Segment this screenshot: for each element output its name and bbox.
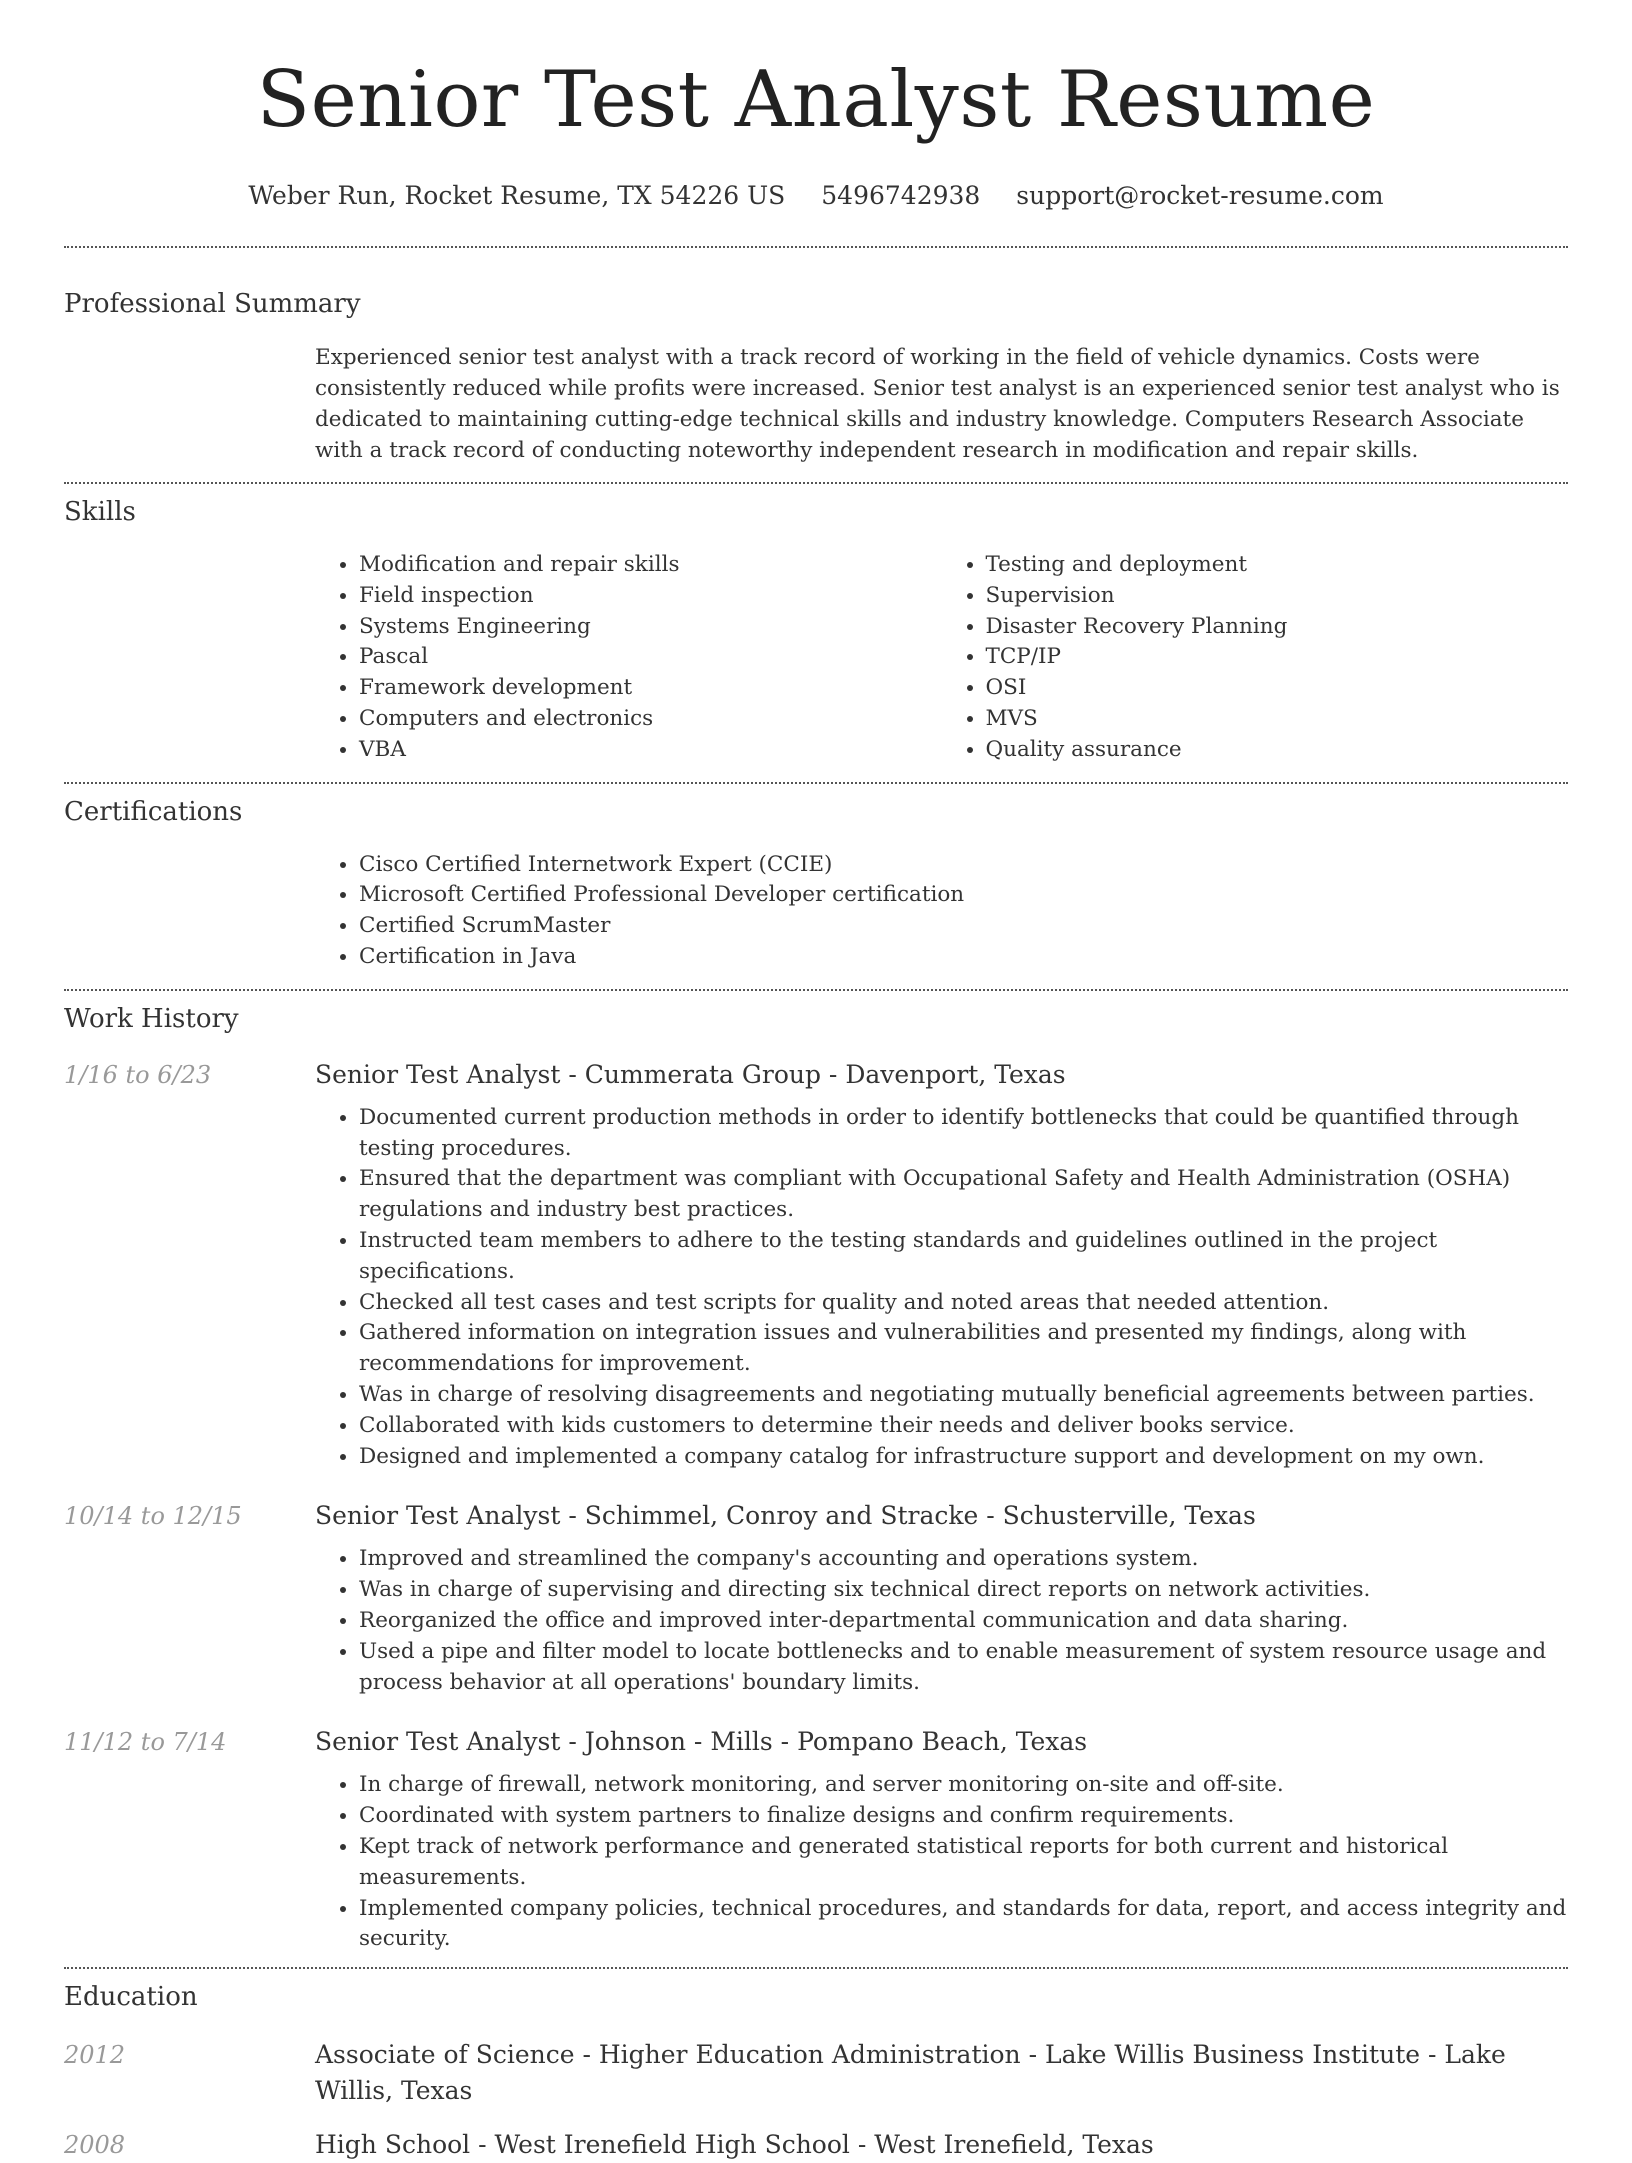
certifications-heading: Certifications: [64, 796, 243, 827]
list-item: • Certification in Java: [359, 942, 1568, 973]
job-bullets: [315, 1544, 1568, 1698]
list-item: • Cisco Certified Internetwork Expert (CCIE): [359, 850, 1568, 881]
list-item: • Kept track of network performance and generated statistical reports for both current and historical measurements.: [359, 1832, 1568, 1894]
list-item: • Coordinated with system partners to finalize designs and confirm requirements.: [359, 1801, 1568, 1832]
job-bullets: [315, 1103, 1568, 1473]
summary-heading: Professional Summary: [64, 289, 361, 319]
list-item: • Certified ScrumMaster: [359, 911, 1568, 942]
list-item: • Documented current production methods in order to identify bottlenecks that could be quantified through testing procedures.: [359, 1103, 1568, 1165]
certifications-list: [315, 850, 1568, 973]
list-item: • Designed and implemented a company catalog for infrastructure support and development on my own.: [359, 1442, 1568, 1473]
list-item: • Used a pipe and filter model to locate bottlenecks and to enable measurement of system resource usage and process behavior at all operations' boundary limits.: [359, 1637, 1568, 1699]
job-title: Senior Test Analyst - Johnson - Mills - Pompano Beach, Texas: [315, 1727, 1088, 1757]
list-item: • In charge of firewall, network monitoring, and server monitoring on-site and off-site.: [359, 1770, 1568, 1801]
education-title: Associate of Science - Higher Education Administration - Lake Willis Business Institute - Lake Willis, Texas: [315, 2040, 1506, 2106]
job-date: 1/16 to 6/23: [64, 1060, 212, 1089]
list-item: • Supervision: [986, 581, 1569, 612]
list-item: • Ensured that the department was compliant with Occupational Safety and Health Administration (OSHA) regulations and industry best practices.: [359, 1164, 1568, 1226]
education-entry: [64, 2037, 1568, 2109]
list-item: • Instructed team members to adhere to the testing standards and guidelines outlined in the project specifications.: [359, 1226, 1568, 1288]
contact-line: [64, 180, 1568, 212]
list-item: • OSI: [986, 673, 1569, 704]
contact-address: Weber Run, Rocket Resume, TX 54226 US: [248, 181, 786, 210]
list-item: • Field inspection: [359, 581, 942, 612]
contact-phone: 5496742938: [821, 181, 981, 210]
job-entry: [64, 1498, 1568, 1698]
list-item: • Reorganized the office and improved inter-departmental communication and data sharing.: [359, 1606, 1568, 1637]
education-date: 2008: [64, 2131, 126, 2160]
list-item: • TCP/IP: [986, 642, 1569, 673]
list-item: • Disaster Recovery Planning: [986, 612, 1569, 643]
work-history-heading: Work History: [64, 1003, 239, 1034]
education-section: [64, 1969, 1568, 2163]
list-item: • Computers and electronics: [359, 704, 942, 735]
list-item: • Checked all test cases and test scripts for quality and noted areas that needed attention.: [359, 1288, 1568, 1319]
summary-text: Experienced senior test analyst with a track record of working in the field of vehicle dynamics. Costs were consistently reduced while profits were increased. Senior test analyst is an experienced senior test analyst who is dedicated to maintaining cutting-edge technical skills and industry knowledge. Computers Research Associate with a track record of conducting noteworthy independent research in modification and repair skills.: [315, 345, 1560, 463]
work-history-section: [64, 991, 1568, 1967]
list-item: • Gathered information on integration issues and vulnerabilities and presented my findings, along with recommendations for improvement.: [359, 1318, 1568, 1380]
certifications-section: [64, 784, 1568, 989]
education-entry: [64, 2127, 1568, 2163]
list-item: • Implemented company policies, technical procedures, and standards for data, report, and access integrity and security.: [359, 1894, 1568, 1956]
list-item: • Improved and streamlined the company's accounting and operations system.: [359, 1544, 1568, 1575]
job-entry: [64, 1057, 1568, 1473]
list-item: • MVS: [986, 704, 1569, 735]
job-title: Senior Test Analyst - Schimmel, Conroy and Stracke - Schusterville, Texas: [315, 1501, 1256, 1531]
list-item: • Testing and deployment: [986, 550, 1569, 581]
job-entry: [64, 1724, 1568, 1955]
education-date: 2012: [64, 2041, 126, 2070]
summary-section: [64, 248, 1568, 482]
job-date: 11/12 to 7/14: [64, 1728, 227, 1757]
list-item: • VBA: [359, 735, 942, 766]
resume-title: Senior Test Analyst Resume: [256, 55, 1376, 145]
list-item: • Quality assurance: [986, 735, 1569, 766]
list-item: • Microsoft Certified Professional Developer certification: [359, 880, 1568, 911]
job-date: 10/14 to 12/15: [64, 1502, 242, 1531]
education-heading: Education: [64, 1982, 198, 2013]
skills-heading: Skills: [64, 497, 136, 527]
skills-list-right: [942, 550, 1569, 766]
list-item: • Systems Engineering: [359, 612, 942, 643]
list-item: • Was in charge of supervising and directing six technical direct reports on network activities.: [359, 1575, 1568, 1606]
list-item: • Modification and repair skills: [359, 550, 942, 581]
list-item: • Was in charge of resolving disagreements and negotiating mutually beneficial agreements between parties.: [359, 1380, 1568, 1411]
skills-list-left: [315, 550, 942, 766]
education-title: High School - West Irenefield High School - West Irenefield, Texas: [315, 2130, 1154, 2160]
skills-section: [64, 484, 1568, 782]
contact-email: support@rocket-resume.com: [1016, 181, 1384, 210]
list-item: • Collaborated with kids customers to determine their needs and deliver books service.: [359, 1411, 1568, 1442]
job-title: Senior Test Analyst - Cummerata Group - Davenport, Texas: [315, 1059, 1066, 1089]
list-item: • Framework development: [359, 673, 942, 704]
job-bullets: [315, 1770, 1568, 1955]
list-item: • Pascal: [359, 642, 942, 673]
